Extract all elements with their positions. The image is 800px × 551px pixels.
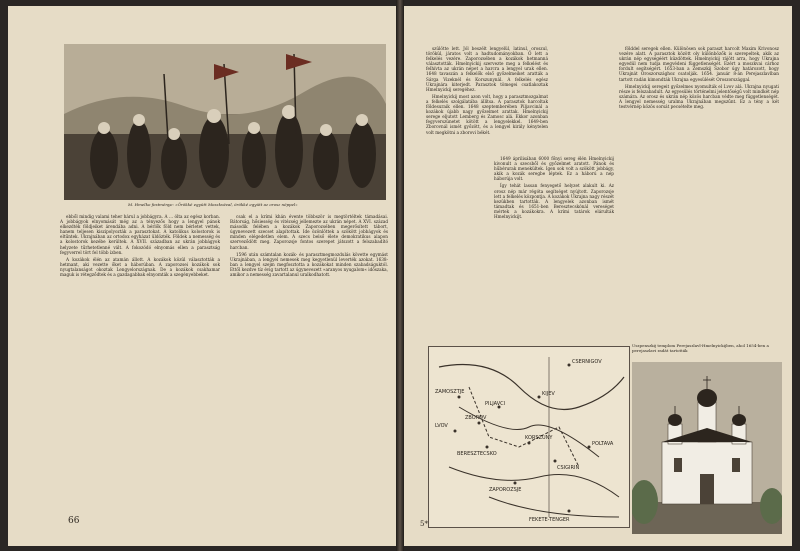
paragraph: csak el a krími khán évente többször is megtörtéltek támadásai. Bátorság, hősiesség és vitézség jellemezte az ukrán népet. A XVI. század második felében a kozákok Zaporozsében megerősített tábort, úgynevezett szecset alapítottak. Ide özönlöttek a szökött jobbágyok és minden elégedetlen elem. A szecs belső élete demokratikus alapon szerveződött meg. Zaporozsje fontos szerepet játszott a felszabadító harcban. [230,214,388,250]
left-page [8,6,396,546]
map-label: FEKETE-TENGER [529,517,570,523]
page-number-left: 66 [68,516,80,526]
church-photo [632,362,782,534]
map-label: ZBOROV [465,415,487,421]
book-gutter [396,0,404,551]
map-label: ZAPOROZSJE [489,487,522,493]
map-label: ZAMOSZTJE [435,389,465,395]
painting-illustration [64,44,386,200]
painting-caption: M. Hmelko festménye: »Örökké együtt Moszkvával, örökké együtt az orosz néppel« [128,202,298,207]
page-number-right: 5* [420,520,428,528]
church-graphic [632,362,782,534]
paragraph: Hmelnyickij most azon volt, hogy a parasztmozgalmat a felkelés szolgálatába állítsa. A parasztok harcoltak földesuraik ellen. 1648 szeptemberében Piljavcinál a kozákok újabb nagy győzelmet arattak. Hmelnyickij serege eljutott Lemberg és Zamosc alá. Ekkor azonban fegyverszünetet kötött a lengyelekkel. 1649-ben Zborovnál ismét győzött, és a lengyel király kénytelen volt megkötni a zborovi békét. [426,93,548,135]
right-page [404,6,792,546]
map-label: POLTAVA [592,441,614,447]
paragraph: A kozákok élén az atamán állott. A kozákok közül választották a hetmant, aki vezette őket a háborúban. A zaporozsei kozákok sok nyugtalanságot okoztak Lengyelországnak. De a kozákok csakhamar maguk is rétegződtek és a gazdagabbak elnyomták a szegényebbeket. [60,256,220,278]
map-label: PILJAVCI [485,401,506,407]
map-graphic [429,347,629,527]
right-column-2 [494,156,614,336]
map-label: LVOV [435,423,448,429]
left-column-1 [60,214,220,514]
left-column-2 [230,214,388,514]
map-label: KORSZUNY [525,435,553,441]
paragraph: Hmelnyickij seregeit győzelmes nyomulták el Lvov alá. Ukrajna nyugati része is felszabadult. Az egyesülés történelmi jelentőségű volt mindkét nép számára. Az orosz és ukrán nép közös harcban védte meg függetlenségét. A lengyel nemesség uralma Ukrajnában megszűnt. Ez a tény a két testvérnép közös sorsát pecsételte meg. [619,83,779,110]
painting-graphic [64,44,386,200]
map-label: KIJEV [542,391,555,397]
church-caption: Uszpenszkij templom Perejaszlavl-Hmelnyickijben, ahol 1654-ben a perejaszlavi radát tartották [632,343,769,353]
paragraph: 1596 után számtalan kozák- és parasztmegmozdulás követte egymást Ukrajnában, a lengyel nemesek meg kegyetlenül leverték azokat. 1638-ban a lengyel szejm megfosztotta a kozákokat minden szabadságuktól. Ettől kezdve tíz évig tartott az úgynevezett »aranyos nyugalom« időszaka, amikor a nemesség zavartalanul uralkodhatott. [230,251,388,278]
historical-map [428,346,630,528]
paragraph: ebből mindig valami teher hárul a jobbágyra. A ... ólta az egész korban. A jobbágyok elnyomását még az a tényezős hogy a lengyel pánok elkezdték földjeiket árendába adni. A bérlők föld nem bérletet vettek, hanem teljesen kiszipolyozták a parasztokat. A katolikus kolostorok is eltűntek. Ukrajnában az ortodox egyházat üldözték. Földek a nemesség és a kolostorok kezébe kerültek. A XVII. században az ukrán jobbágyok helyzete tűrhetetlenné vált. A fokozódó elnyomás ellen a parasztság fegyverrel tört fel több ízben. [60,214,220,255]
paragraph: 1649 áprilisában 6000 főnyi sereg élén Hmelnyickij kivonult a szecsből és győzelmet aratott. Pánok és hűbérurak menekültek. Igen sok volt a szökött jobbágy, akik a kozák seregbe léptek. Ez a háború a nép háborúja volt. [494,156,614,182]
right-column-3 [619,46,779,346]
paragraph: szülötte lett. Jól beszélt lengyelül, latinul, oroszul, törökül, járatos volt a hadtudományokban. Ő lett a felkelés vezére. Zaporozsében a kozákok hetmanná választották. Hmelnyickij szervezte meg a felkelést és felhívta az ukrán népet a harcra a lengyel urak ellen. 1648 tavaszán a felkelők első győzelmeiket aratták a Sárga Vizeknél és Korszunynál. A felkelés egész Ukrajnára kiterjedt. Parasztok tömegei csatlakoztak Hmelnyickij seregéhez. [426,46,548,92]
map-label: BERESZTECSKO [457,451,497,457]
paragraph: földdel seregek ellen. Különösen sok paraszt harcolt Maxim Krivonosz vezére alatt. A parasztok között oly különbözők is szerepeltek, akik az ukrán nép egységéért küzdöttek. Hmelnyickij rájött arra, hogy Ukrajna egyedül nem tudja megvédeni függetlenségét. Ezért a moszkvai cárhoz fordult segítségért. 1653-ban a Zemszkij Szobor úgy határozott, hogy Ukrajnát Oroszországhoz csatolják. 1654. január 8-án Perejaszlavlban tartott radán kimondták Ukrajna egyesülését Oroszországgal. [619,46,779,82]
map-label: CSIGIRIN [557,465,580,471]
paragraph: Így tehát lassan fenyegető helyzet alakult ki. Az orosz nép már régóta segítséget nyújtott. Zaporozsje lett a felkelés központja. A kozákok Ukrajna nagy részét kezükben tartották. A lengyelek azonban ismét támadtak és 1651-ben Beresztecskónál vereséget mértek a kozákokra. A krími tatárok elárulták Hmelnyickijt. [494,183,614,220]
map-label: CSERNIGOV [572,359,602,365]
